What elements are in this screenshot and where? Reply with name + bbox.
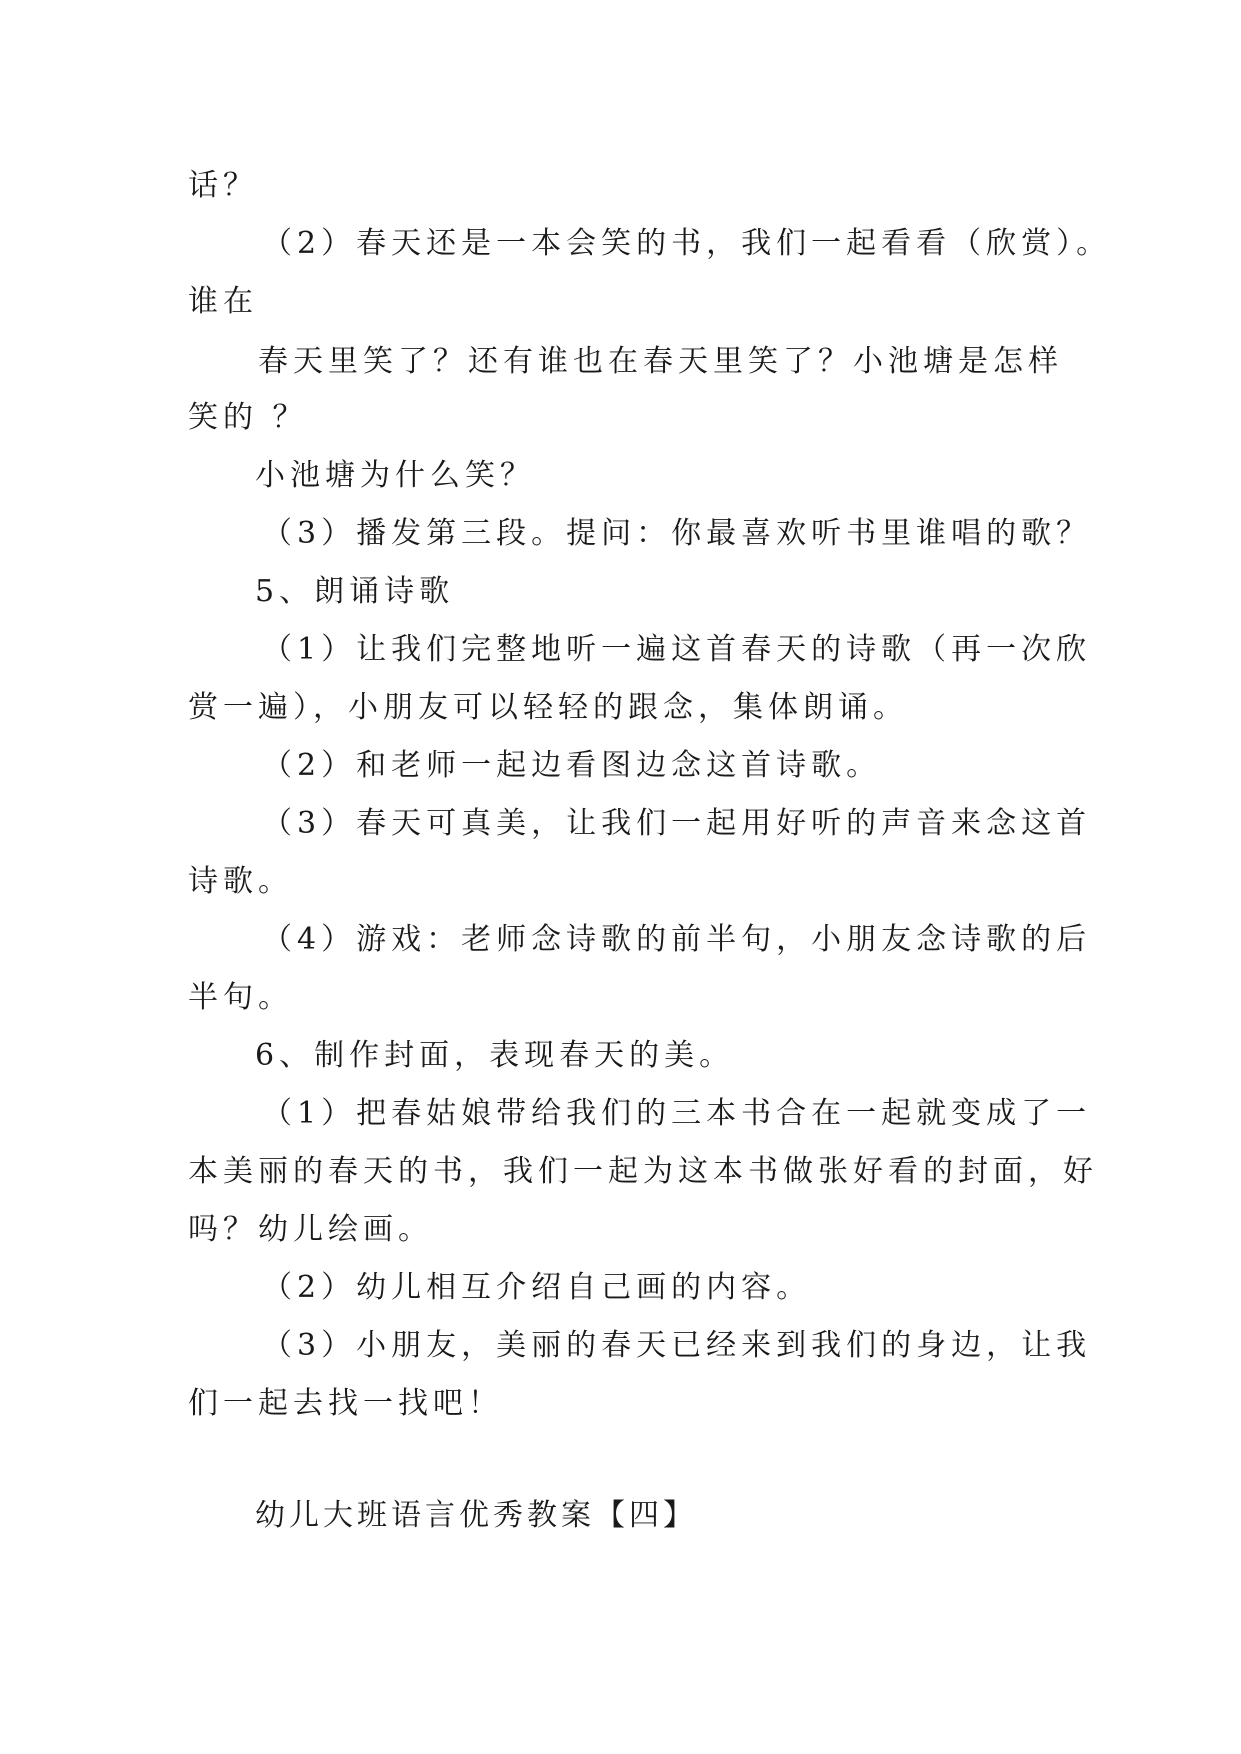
text-line: 谁在 bbox=[188, 284, 258, 319]
text-line: 笑的 ？ bbox=[188, 400, 308, 435]
text-line: （3）小朋友，美丽的春天已经来到我们的身边，让我 bbox=[262, 1328, 1092, 1363]
text-line: （2）和老师一起边看图边念这首诗歌。 bbox=[262, 748, 882, 783]
text-line: 半句。 bbox=[188, 980, 293, 1015]
text-line: 小池塘为什么笑？ bbox=[255, 458, 535, 493]
text-line: 们一起去找一找吧！ bbox=[188, 1386, 503, 1421]
text-line: （1）把春姑娘带给我们的三本书合在一起就变成了一 bbox=[262, 1096, 1092, 1131]
text-line: （3）春天可真美，让我们一起用好听的声音来念这首 bbox=[262, 806, 1092, 841]
text-line: 吗？幼儿绘画。 bbox=[188, 1212, 433, 1247]
text-line: 5、朗诵诗歌 bbox=[255, 574, 455, 609]
text-line: 诗歌。 bbox=[188, 864, 293, 899]
text-line: 春天里笑了？还有谁也在春天里笑了？小池塘是怎样 bbox=[258, 344, 1063, 379]
section-title: 幼儿大班语言优秀教案【四】 bbox=[255, 1498, 697, 1533]
text-line: （1）让我们完整地听一遍这首春天的诗歌（再一次欣 bbox=[262, 632, 1092, 667]
text-line: 本美丽的春天的书，我们一起为这本书做张好看的封面，好 bbox=[188, 1154, 1098, 1189]
text-line: （2）春天还是一本会笑的书，我们一起看看（欣赏）。 bbox=[262, 226, 1112, 261]
text-line: （2）幼儿相互介绍自己画的内容。 bbox=[262, 1270, 812, 1305]
text-line: 话？ bbox=[188, 168, 258, 203]
text-line: 6、制作封面，表现春天的美。 bbox=[255, 1038, 735, 1073]
text-line: （4）游戏：老师念诗歌的前半句，小朋友念诗歌的后 bbox=[262, 922, 1092, 957]
text-line: （3）播发第三段。提问：你最喜欢听书里谁唱的歌？ bbox=[262, 516, 1092, 551]
text-line: 赏一遍），小朋友可以轻轻的跟念，集体朗诵。 bbox=[188, 690, 908, 725]
